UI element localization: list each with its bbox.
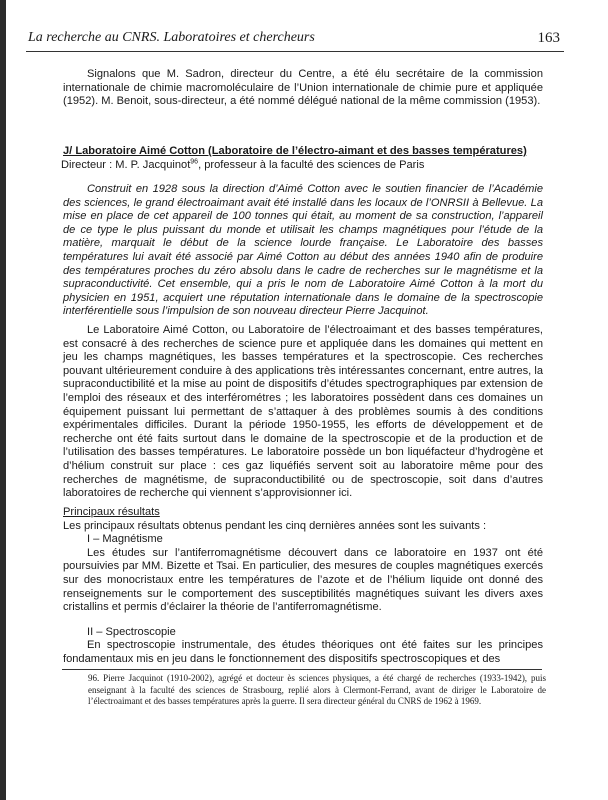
results-heading: Principaux résultats bbox=[63, 506, 160, 518]
page-number: 163 bbox=[537, 30, 560, 46]
section-heading: J/ Laboratoire Aimé Cotton (Laboratoire de l’électro-aimant et des basses températures) bbox=[63, 145, 527, 157]
footnote-rule bbox=[62, 669, 542, 670]
intro-text: Signalons que M. Sadron, directeur du Centre, a été élu secrétaire de la commission internationale de chimie macromoléculaire de l’Union internationale de chimie pure et appliquée (1952). M. Benoit, sous-directeur, a été nommé délégué national de la même commission (1953). bbox=[63, 68, 543, 108]
intro-paragraph bbox=[63, 68, 543, 109]
footnote: 96. Pierre Jacquinot (1910-2002), agrégé et docteur ès sciences physiques, a été chargé de recherches (1933-1942), puis enseignant à la faculté des sciences de Strasbourg, replié alors à Clermont-Ferrand, avant de diriger le Laboratoire de l’électroaimant et des basses températures après la guerre. Il sera directeur général du CNRS de 1962 à 1969. bbox=[88, 673, 546, 706]
scan-edge bbox=[0, 0, 6, 800]
magnetism-text: Les études sur l’antiferromagnétisme découvert dans ce laboratoire en 1937 ont été poursuivies par MM. Bizette et Tsai. En particulier, des mesures de couples magnétiques exercés sur des monocristaux entre les températures de l’azote et de l’hélium liquide ont donné des renseignements sur le comportement des susceptibilités magnétiques suivant les divers axes cristallins et permis d’éclairer la théorie de l’antiferromagnétisme. bbox=[63, 546, 543, 614]
main-text: Le Laboratoire Aimé Cotton, ou Laboratoire de l’électroaimant et des basses températures, est consacré à des recherches de science pure et appliquée dans les domaines qui mettent en jeu les champs magnétiques, les basses températures et la spectroscopie. Ces recherches pouvant ultérieurement conduire à des applications très intéressantes concernant, entre autres, la supraconductibilité et la mise au point de dispositifs d’études spectrographiques par extension de l’emploi des réseaux et des interférométres ; les laboratoires possèdent dans ces domaines un équipement puissant lui permettant de s’attaquer à des problèmes soumis à des conditions expérimentales difficiles. Durant la période 1950-1955, les efforts de développement et de recherche ont été faits surtout dans le domaine de la spectroscopie et de la production et de l’utilisation des basses températures. Le laboratoire possède un bon liquéfacteur d’hydrogène et d’hélium construit sur place : ces gaz liquéfiés servent soit au laboratoire même pour des recherches de magnétisme, de supraconductibilité ou de spectroscopie, soit dans d’autres laboratoires de recherche qui viennent s’approvisionner ici. bbox=[63, 324, 543, 500]
header-rule bbox=[26, 51, 564, 52]
magnetism-title: I – Magnétisme bbox=[87, 533, 163, 546]
results-intro: Les principaux résultats obtenus pendant les cinq dernières années sont les suivants : bbox=[63, 519, 487, 532]
running-title: La recherche au CNRS. Laboratoires et chercheurs bbox=[28, 30, 315, 45]
italic-text: Construit en 1928 sous la direction d’Aimé Cotton avec le soutien financier de l’Académie des sciences, le grand électroaimant avait été installé dans les locaux de l’ONRSII à Bellevue. La mise en place de cet appareil de 100 tonnes qui était, au moment de sa construction, l’appareil de ce type le plus puissant du monde et utilisait les champs magnétiques pour l’étude de la matière, marquait le début de la science lourde française. Le Laboratoire des basses températures lui avait été associé par Aimé Cotton au début des années 1940 afin de produire des températures proches du zéro absolu dans le cadre de recherches sur le magnétisme et la supraconductivité. Cet ensemble, qui a pris le nom de Laboratoire Aimé Cotton à la mort du physicien en 1951, acquiert une réputation internationale dans le domaine de la spectroscopie interférentielle sous l’impulsion de son nouveau directeur Pierre Jacquinot. bbox=[63, 183, 543, 318]
director-line bbox=[61, 159, 543, 173]
italic-paragraph bbox=[63, 183, 543, 319]
spectroscopy-title: II – Spectroscopie bbox=[87, 625, 176, 638]
section-heading-block bbox=[63, 145, 543, 172]
director-prefix: Directeur : M. P. Jacquinot bbox=[61, 158, 191, 171]
results-section bbox=[63, 506, 543, 667]
director-suffix: , professeur à la faculté des sciences de Paris bbox=[198, 158, 425, 171]
main-paragraph bbox=[63, 324, 543, 501]
spectroscopy-text: En spectroscopie instrumentale, des études théoriques ont été faites sur les principes fondamentaux mis en jeu dans le fonctionnement des dispositifs spectroscopiques et des bbox=[63, 639, 543, 665]
footnote-ref: 96 bbox=[190, 157, 199, 165]
